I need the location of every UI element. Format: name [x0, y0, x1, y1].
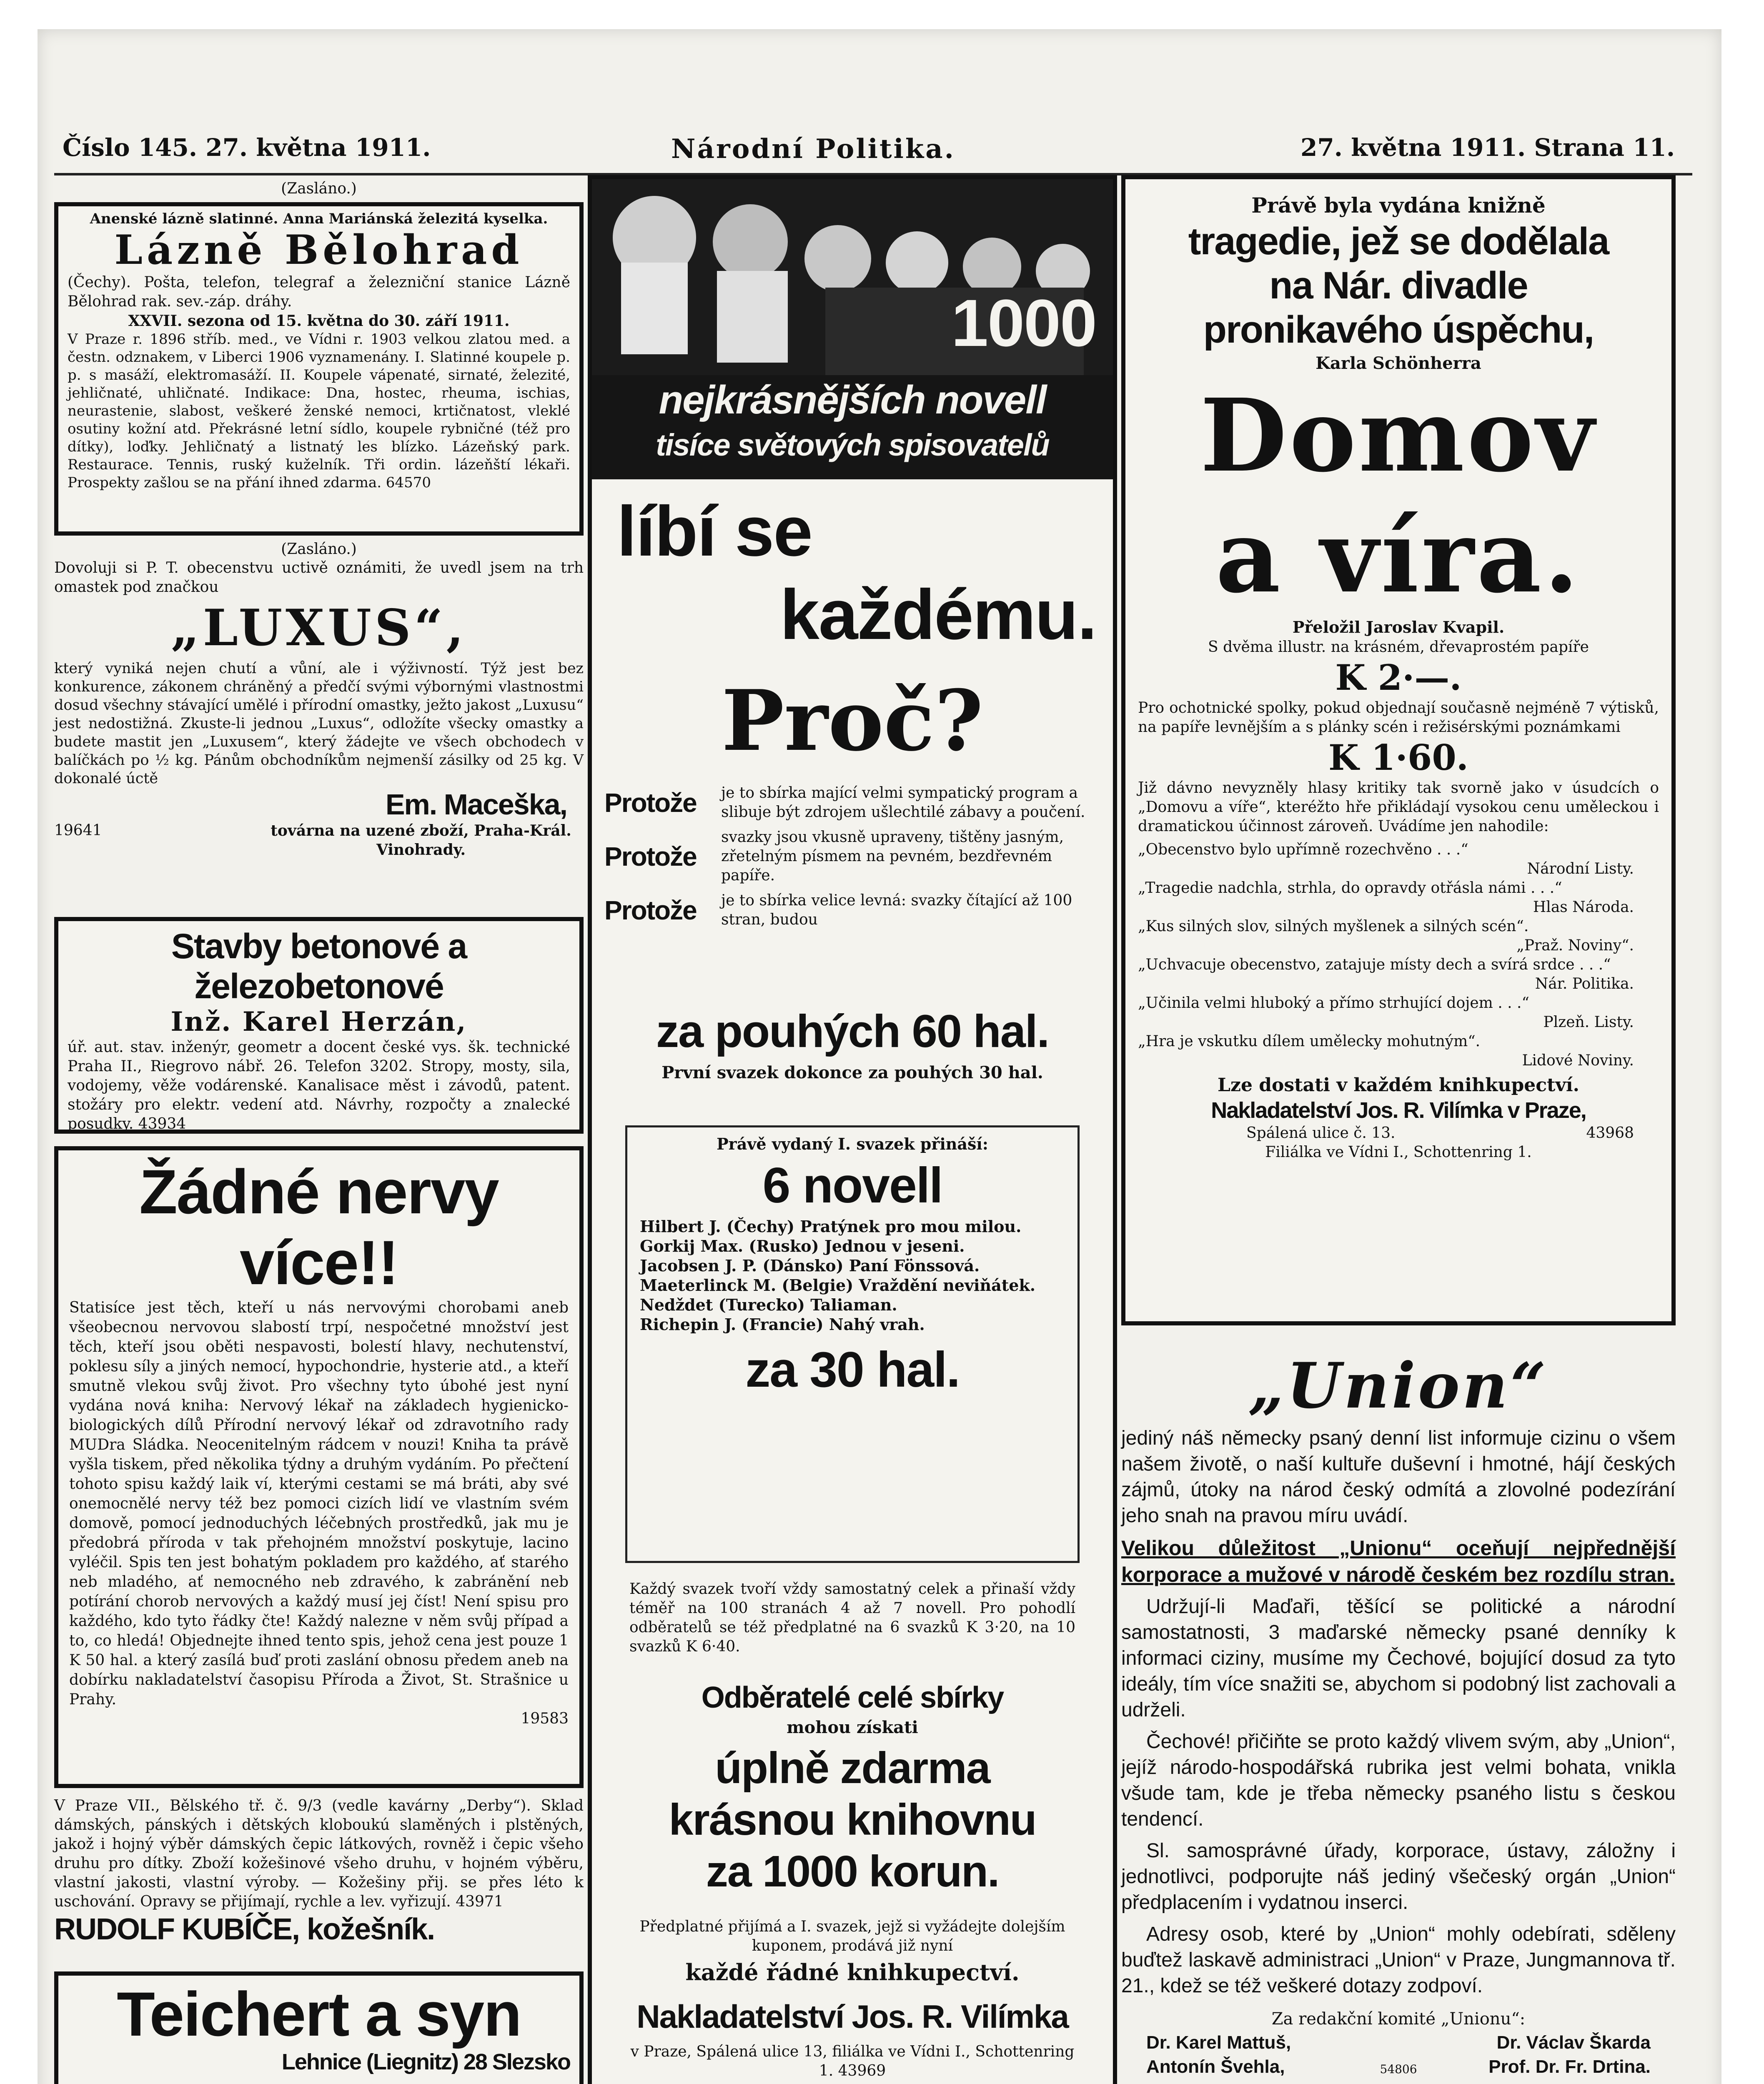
novels-count: 1000 — [951, 286, 1096, 360]
union-p5: Sl. samosprávné úřady, korporace, ústavy, záložny i jednotlivci, podporujte náš jediný všečeský orgán „Union“ předplacením i vydatnou inserci. — [1121, 1840, 1676, 1914]
review-source: Hlas Národa. — [1533, 899, 1634, 916]
domov-offer: Pro ochotnické spolky, pokud objednají současně nejméně 7 výtisků, na papíře levnějším a s plánky scén i režisérskými poznámkami — [1138, 699, 1659, 736]
review-quote: „Obecenstvo bylo upřímně rozechvěno . . .“ — [1138, 841, 1468, 858]
can-get: mohou získati — [787, 1718, 918, 1737]
reason-3: je to sbírka velice levná: svazky čítající až 100 stran, budou — [721, 892, 1072, 928]
luxus-body: který vyniká nejen chutí a vůní, ale i výživností. Týž jest bez konkurence, zákonem chráněný a předčí svými výbornými vlastnostmi dosud všechny stávající umělé i přírodní omastky, ježto jakost „Luxusu“ jest nedostižná. Zkuste-li jednou „Luxus“, odložíte všecky omastky a budete mastit jen „Luxusem“, který žádejte ve všech obchodech v balíčkách po ½ kg. Pánům obchodníkům nejmenší zásilky od 25 kg. V dokonalé úctě — [54, 660, 584, 787]
union-title: „Union“ — [1248, 1349, 1549, 1423]
stavby-title: Stavby betonové a železobetonové — [171, 927, 467, 1006]
review-quote: „Uchvacuje obecenstvo, zatajuje místy dech a svírá srdce . . .“ — [1138, 956, 1611, 973]
header-date-page: 27. května 1911. Strana 11. — [1300, 133, 1675, 162]
review-quote: „Učinila velmi hluboký a přímo strhující dojem . . .“ — [1138, 994, 1529, 1012]
review-source: Plzeň. Listy. — [1543, 1014, 1634, 1031]
nervy-code: 19583 — [521, 1710, 569, 1727]
first-volume-price: První svazek dokonce za pouhých 30 hal. — [662, 1063, 1043, 1082]
publisher-address: v Praze, Spálená ulice 13, filiálka ve Vídni I., Schottenring 1. 43969 — [630, 2043, 1075, 2079]
why-heading: Proč? — [721, 672, 984, 770]
domov-code: 43968 — [1586, 1125, 1634, 1142]
nervy-ad — [54, 1146, 584, 1788]
domov-available: Lze dostati v každém knihkupectví. — [1218, 1075, 1579, 1096]
spa-body1: (Čechy). Pošta, telefon, telegraf a železniční stanice Lázně Bělohrad rak. sev.-záp. dráhy. — [68, 274, 570, 310]
domov-title-1: Domov — [1200, 377, 1597, 494]
luxus-sign-sub: továrna na uzené zboží, Praha-Král. Vinohrady. — [271, 822, 571, 859]
kubice-body: V Praze VII., Bělského tř. č. 9/3 (vedle kavárny „Derby“). Sklad dámských, pánských i dětských kloboukú slaměných i plstěných, jakož i hojný výběr dámských čepic látkových, rovněž i čepic všeho druhu pro dítky. Zboží kožešinové všeho druhu, v hojném výběru, vlastní jakosti, vlastní výroby. — Kožešiny přij. se přes léto k uschování. Opravy se přijímají, rychle a lev. vyřizují. 43971 — [54, 1797, 584, 1910]
novels-banner — [592, 179, 1113, 479]
domov-line3: na Nár. divadle — [1269, 264, 1528, 307]
novel-item: Hilbert J. (Čechy) Pratýnek pro mou milou. — [640, 1217, 1022, 1236]
zaslano-label: (Zasláno.) — [281, 180, 357, 197]
domov-author: Karla Schönherra — [1315, 353, 1481, 373]
domov-line2: tragedie, jež se dodělala — [1188, 220, 1609, 263]
zaslano-label-2: (Zasláno.) — [281, 541, 357, 558]
novel-item: Jacobsen J. P. (Dánsko) Paní Fönssová. — [640, 1256, 980, 1275]
domov-reviews — [1138, 840, 1659, 1070]
domov-price-2: K 1·60. — [1328, 737, 1469, 778]
domov-title-2: a víra. — [1215, 498, 1581, 615]
union-code: 54806 — [1380, 2062, 1417, 2076]
union-p4: Čechové! přičiňte se proto každý vlivem svým, aby „Union“, jejíž národo-hospodářská rubrika jest velmi bohata, vnikla všude tam, kde je třeba německy psaného listu s českou tendencí. — [1121, 1731, 1676, 1830]
stavby-name: Inž. Karel Herzán, — [170, 1006, 467, 1037]
novel-item: Nedždet (Turecko) Taliaman. — [640, 1295, 897, 1314]
terms-text: Každý svazek tvoří vždy samostatný celek a přinaší vždy téměř na 100 stranách 4 až 7 novell. Pro pohodlí odběratelů se též předplatné na 6 svazků K 3·20, na 10 svazků K 6·40. — [629, 1581, 1075, 1655]
publisher-name: Nakladatelství Jos. R. Vilímka — [636, 1998, 1068, 2035]
domov-price-1: K 2·—. — [1335, 657, 1462, 698]
because-label-2: Protože — [604, 842, 697, 872]
prenumer-text: Předplatné přijímá a I. svazek, jejž si vyžádejte dolejším kuponem, prodává již nyní — [639, 1918, 1065, 1954]
reasons-list — [604, 784, 1100, 929]
stavby-ad — [54, 917, 584, 1134]
library-value: za 1000 korun. — [706, 1847, 999, 1896]
union-p2: Velikou důležitost „Unionu“ oceňují nejpřednější korporace a mužové v národě českém bez rozdílu stran. — [1121, 1536, 1676, 1586]
price-30: za 30 hal. — [745, 1342, 960, 1398]
novels-subtitle: tisíce světových spisovatelů — [656, 428, 1049, 462]
signatory: Dr. Karel Mattuš, — [1146, 2032, 1291, 2053]
novels-ad — [588, 175, 1117, 2084]
review-quote: „Hra je vskutku dílem umělecky mohutným“. — [1138, 1033, 1481, 1050]
signatory: Prof. Dr. Fr. Drtina. — [1488, 2056, 1651, 2077]
union-ad — [1121, 1346, 1676, 2084]
review-quote: „Tragedie nadchla, strhla, do opravdy otřásla námi . . .“ — [1138, 879, 1562, 897]
subscribers-heading: Odběratelé celé sbírky — [701, 1681, 1004, 1714]
domov-branch: Filiálka ve Vídni I., Schottenring 1. — [1265, 1144, 1532, 1161]
first-volume-heading: Právě vydaný I. svazek přináší: — [717, 1135, 988, 1153]
kubice-ad — [54, 1796, 584, 1947]
spa-season: XXVII. sezona od 15. května do 30. září 1911. — [128, 312, 510, 330]
page-header — [38, 125, 1721, 171]
spa-top: Anenské lázně slatinné. Anna Mariánská železitá kyselka. — [90, 210, 548, 227]
review-source: Národní Listy. — [1527, 860, 1634, 877]
teichert-title: Teichert a syn — [117, 1979, 521, 2049]
price-60: za pouhých 60 hal. — [656, 1006, 1049, 1057]
every-bookshop: každé řádné knihkupectví. — [685, 1959, 1020, 1986]
reason-2: svazky jsou vkusně upraveny, tištěny jasným, zřetelným písmem na pevném, bezdřevném papíře. — [721, 829, 1064, 884]
domov-ad — [1121, 175, 1676, 1325]
novel-item: Gorkij Max. (Rusko) Jednou v jeseni. — [640, 1237, 965, 1255]
union-committee: Za redakční komité „Unionu“: — [1271, 2009, 1526, 2029]
teichert-addr: Lehnice (Liegnitz) 28 Slezsko — [281, 2049, 570, 2074]
kubice-name: RUDOLF KUBÍČE, kožešník. — [54, 1913, 435, 1946]
six-novels: 6 novell — [762, 1157, 942, 1213]
teichert-ad — [54, 1971, 584, 2084]
domov-translator: Přeložil Jaroslav Kvapil. — [1292, 618, 1505, 636]
newspaper-page — [38, 29, 1721, 2084]
reason-1: je to sbírka mající velmi sympatický program a slibuje být zdrojem ušlechtilé zábavy a poučení. — [721, 784, 1085, 821]
spa-title: Lázně Bělohrad — [114, 226, 524, 273]
library-heading: krásnou knihovnu — [669, 1795, 1036, 1844]
like-heading: líbí se — [617, 492, 812, 571]
luxus-code: 19641 — [54, 822, 102, 839]
novel-list — [640, 1217, 1065, 1334]
column-left — [54, 179, 584, 2084]
review-quote: „Kus silných slov, silných myšlenek a silných scén“. — [1138, 918, 1529, 935]
union-p6: Adresy osob, které by „Union“ mohly odebírati, sděleny buďtež laskavě administraci „Union“ v Praze, Jungmannova tř. 21., kdež se též veškeré dotazy zodpoví. — [1121, 1923, 1676, 1997]
union-p3: Udržují-li Maďaři, těšící se politické a národní samostatnosti, 3 maďarské německy psané denníky k informaci ciziny, musíme my Čechové, bojující dosud za tyto ideály, tím více snažiti se, abychom si podobný list zachovali a udrželi. — [1121, 1596, 1676, 1721]
domov-line1: Právě byla vydána knižně — [1251, 193, 1546, 218]
luxus-title: „LUXUS“, — [170, 599, 467, 657]
domov-publisher: Nakladatelství Jos. R. Vilímka v Praze, — [1211, 1098, 1586, 1123]
domov-reviews-intro: Již dávno nevyzněly hlasy kritiky tak svorně jako v úsudcích o „Domovu a víře“, kteréžto hře přikládají vysokou cenu uměleckou i dramatickou účinnost zároveň. Uvádíme jen nahodile: — [1138, 779, 1659, 835]
free-heading: úplně zdarma — [715, 1743, 990, 1793]
header-masthead: Národní Politika. — [671, 133, 955, 165]
novel-item: Richepin J. (Francie) Nahý vrah. — [640, 1315, 925, 1334]
signatory: Antonín Švehla, — [1146, 2056, 1285, 2077]
domov-address: Spálená ulice č. 13. — [1246, 1125, 1396, 1142]
because-label-1: Protože — [604, 788, 697, 818]
review-source: Lidové Noviny. — [1522, 1052, 1634, 1069]
luxus-intro: Dovoluji si P. T. obecenstvu uctivě oznámiti, že uvedl jsem na trh omastek pod značkou — [54, 559, 584, 596]
domov-line4: pronikavého úspěchu, — [1203, 308, 1594, 351]
novel-item: Maeterlinck M. (Belgie) Vraždění neviňátek. — [640, 1276, 1036, 1295]
union-p1: jediný náš německy psaný denní list informuje cizinu o všem našem životě, o naší kultuře duševní i hmotné, hájí českých zájmů, útoky na národ český odmítá a zlovolné podezírání jeho snah na pravou míru uvádí. — [1121, 1427, 1676, 1527]
luxus-sign: Em. Maceška, — [385, 788, 567, 821]
luxus-ad — [54, 559, 584, 859]
first-volume-box — [625, 1125, 1080, 1563]
novels-title: nejkrásnějších novell — [659, 378, 1046, 422]
header-issue: Číslo 145. 27. května 1911. — [63, 133, 431, 162]
spa-ad — [54, 202, 584, 536]
review-source: „Praž. Noviny“. — [1516, 937, 1634, 954]
everyone-heading: každému. — [780, 575, 1096, 654]
because-label-3: Protože — [604, 895, 697, 925]
signatory: Dr. Václav Škarda — [1496, 2032, 1651, 2053]
domov-illus: S dvěma illustr. na krásném, dřevaprostém papíře — [1208, 639, 1589, 656]
nervy-body: Statisíce jest těch, kteří u nás nervovými chorobami aneb všeobecnou nervovou slabostí trpí, nespočetné množství jest těch, kteří jsou oběti nespavosti, bolestí hlavy, nechutenství, poklesu síly a jiných nemocí, hypochondrie, hysterie atd., a kteří smutně vlekou svůj život. Pro všechny tyto úbohé jest nyní vydána nová kniha: Nervový lékař na základech hygienicko-biologických dílů Přírodní nervový lékař od zdravotního rady MUDra Sládka. Neocenitelným rádcem v nouzi! Kniha ta právě vyšla tiskem, před několika týdny a druhým vydáním. Po přečtení tohoto spisu každý laik ví, kterými cestami se má bráti, aby své onemocnělé nervy též bez pomoci cizích lidí ve vlastním svém domově, pomocí jednoduchých léčebných prostředků, jak mu je předobrá příroda v tak přehojném množství poskytuje, lacino vyléčil. Spis ten jest bohatým pokladem pro každého, ať starého neb mladého, ať nemocného neb zdravého, k zabránění neb potírání chorob nervových a každý musí jej číst! Není spisu pro každého, kdo tyto řádky čte! Každý nalezne v něm svůj případ a to, co hledá! Objednejte ihned tento spis, jehož cena jest pouze 1 K 50 hal. a který zasílá buď proti zaslání obnosu předem aneb na dobírku nakladatelství časopisu Příroda a Život, St. Strašnice u Prahy. — [69, 1299, 569, 1708]
review-source: Nár. Politika. — [1535, 975, 1634, 992]
stavby-body: úř. aut. stav. inženýr, geometr a docent české vys. šk. technické Praha II., Riegrovo nábř. 26. Telefon 3202. Stropy, mosty, sila, vodojemy, věže vodárenské. Kanalisace měst i závodů, patent. stožáry pro elektr. vedení atd. Návrhy, rozpočty a znalecké posudky. 43934 — [68, 1039, 570, 1132]
spa-body2: V Praze r. 1896 stříb. med., ve Vídni r. 1903 velkou zlatou med. a čestn. odznakem, v Liberci 1906 vyznamenány. I. Slatinné koupele p. p. s masáží, elektromasáží. II. Koupele vápenaté, sirnaté, železité, jehličnaté, uhličnaté. Indikace: Dna, hostec, rheuma, ischias, neurastenie, slabost, veškeré ženské nemoci, krtičnatost, vleklé osutiny kožní atd. Překrásné letní sídlo, koupele rybničné (též pro dítky), loďky. Jehličnatý a listnatý les blízko. Lázeňský park. Restaurace. Tennis, ruský kuželník. Tři ordin. lázeňští lékaři. Prospekty zašlou se na přání ihned zdarma. 64570 — [68, 331, 570, 491]
nervy-title: Žádné nervy více!! — [139, 1157, 499, 1297]
sawmill-machine-illustration — [71, 2080, 354, 2084]
